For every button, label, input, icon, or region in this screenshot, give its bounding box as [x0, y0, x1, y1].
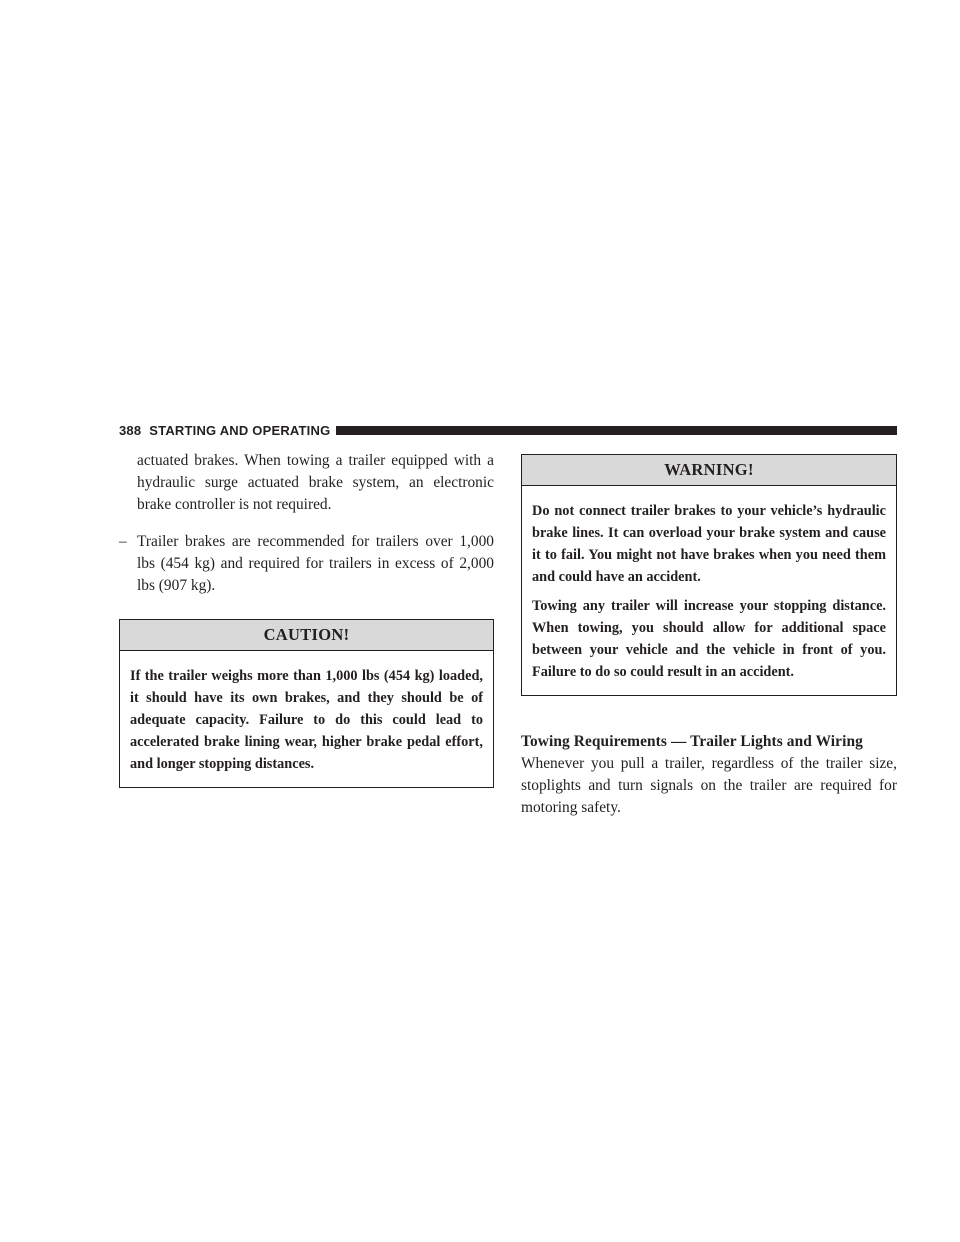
- warning-paragraph-1: Do not connect trailer brakes to your vehicle’s hydraulic brake lines. It can overload your brake system and cause it to fail. You might not have brakes when you need them and could have an accident.: [532, 503, 886, 585]
- caution-body: [120, 651, 493, 787]
- header-rule: [336, 426, 897, 435]
- bullet-item: [119, 531, 494, 597]
- left-column: [119, 450, 494, 788]
- caution-text: If the trailer weighs more than 1,000 lbs (454 kg) loaded, it should have its own brakes, and they should be of adequate capacity. Failure to do this could lead to accelerated brake lining wear, higher brake pedal effort, and longer stopping distances.: [130, 668, 483, 772]
- warning-body: [522, 486, 896, 695]
- section-paragraph: Whenever you pull a trailer, regardless of the trailer size, stoplights and turn signals on the trailer are required for motoring safety.: [521, 755, 897, 816]
- bullet-text: Trailer brakes are recommended for trailers over 1,000 lbs (454 kg) and required for trailers in excess of 2,000 lbs (907 kg).: [137, 533, 494, 594]
- section-title: STARTING AND OPERATING: [149, 422, 331, 438]
- continuation-paragraph: actuated brakes. When towing a trailer equipped with a hydraulic surge actuated brake system, an electronic brake controller is not required.: [137, 452, 494, 513]
- dash-bullet: –: [119, 533, 127, 550]
- warning-title: WARNING!: [522, 455, 896, 486]
- caution-title: CAUTION!: [120, 620, 493, 651]
- page-number: 388: [119, 422, 142, 438]
- warning-paragraph-2: Towing any trailer will increase your stopping distance. When towing, you should allow for additional space between your vehicle and the vehicle in front of you. Failure to do so could result in an accident.: [532, 598, 886, 680]
- page-header: [119, 422, 897, 438]
- right-column: [521, 454, 897, 819]
- warning-box: [521, 454, 897, 696]
- caution-box: [119, 619, 494, 788]
- section-heading: Towing Requirements — Trailer Lights and Wiring: [521, 733, 863, 750]
